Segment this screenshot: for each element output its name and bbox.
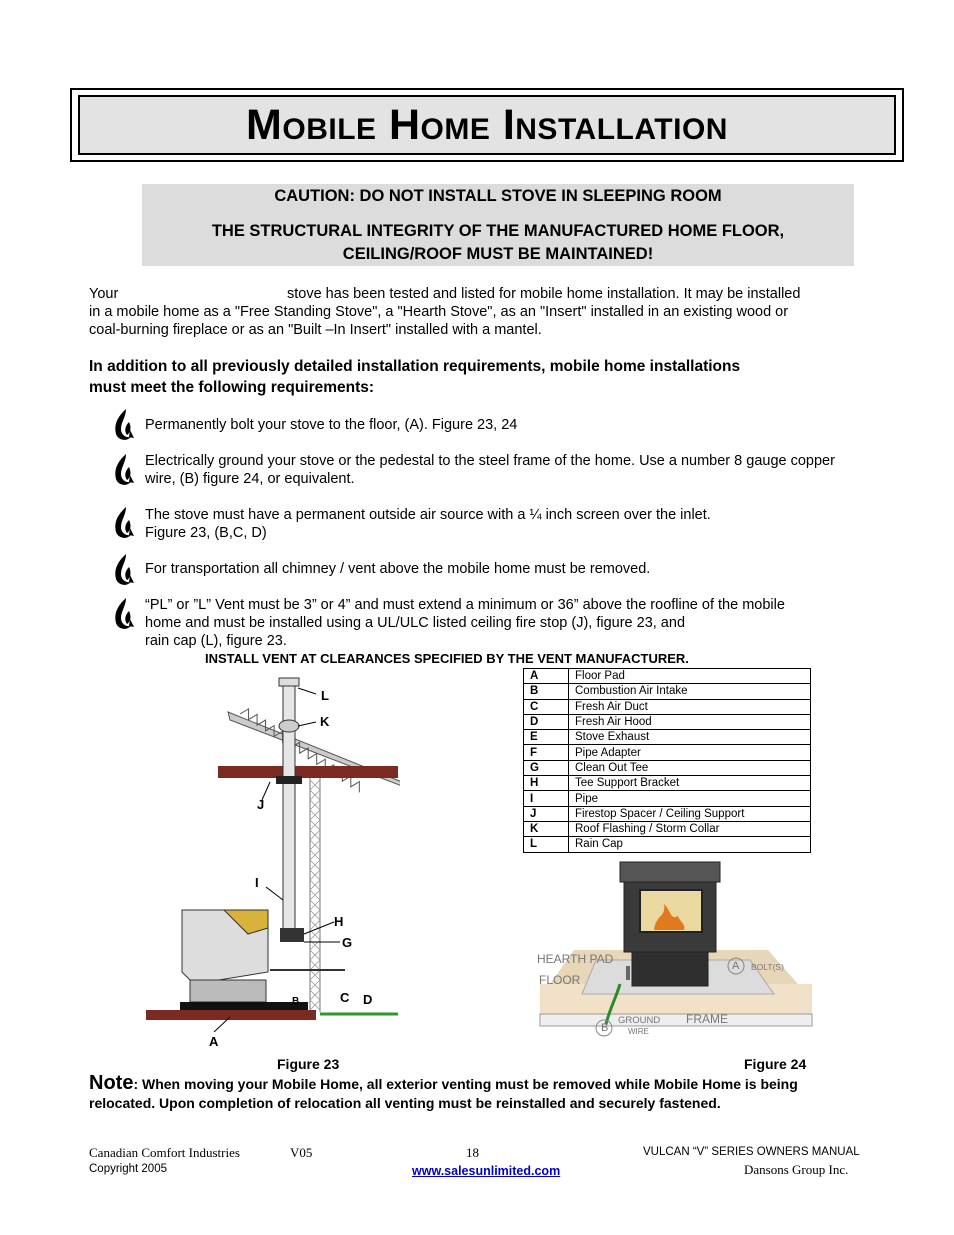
fig23-label-K: K: [320, 714, 330, 729]
fig23-label-H: H: [334, 914, 344, 929]
fig24-floor-label: FLOOR: [539, 973, 581, 987]
part-name: Floor Pad: [569, 669, 811, 684]
fig23-label-G: G: [342, 935, 353, 950]
fig24-ground-label: GROUND: [618, 1015, 661, 1026]
ceiling-firestop: [276, 776, 302, 784]
caution-line-1: CAUTION: DO NOT INSTALL STOVE IN SLEEPING ROOM: [274, 187, 722, 205]
part-key: F: [524, 745, 569, 760]
parts-table-row: [524, 821, 811, 836]
roof-beam: [218, 766, 398, 778]
bullet-4-line-1: For transportation all chimney / vent above the mobile home must be removed.: [145, 561, 651, 577]
caution-line-3: CEILING/ROOF MUST BE MAINTAINED!: [342, 245, 654, 263]
footer-group: Dansons Group Inc.: [744, 1162, 849, 1177]
part-key: K: [524, 821, 569, 836]
stove-pedestal: [190, 980, 266, 1002]
parts-table-row: [524, 745, 811, 760]
parts-table-row: [524, 669, 811, 684]
intro-word: Your: [89, 286, 119, 302]
caution-box: [142, 184, 854, 266]
parts-table-row: [524, 684, 811, 699]
page-title: Mobile Home Installation: [246, 100, 728, 149]
stove-pedestal: [632, 952, 708, 986]
bullet-5-line-3: rain cap (L), figure 23.: [145, 633, 287, 649]
bullet-3-line-1: The stove must have a permanent outside air source with a ¼ inch screen over the inlet.: [145, 507, 711, 523]
requirements-heading-2: must meet the following requirements:: [89, 379, 375, 396]
part-key: E: [524, 730, 569, 745]
parts-table-row: [524, 730, 811, 745]
caution-line-2: THE STRUCTURAL INTEGRITY OF THE MANUFACTURED HOME FLOOR,: [211, 222, 785, 240]
part-name: Firestop Spacer / Ceiling Support: [569, 806, 811, 821]
parts-table-row: [524, 776, 811, 791]
vent-notice: INSTALL VENT AT CLEARANCES SPECIFIED BY THE VENT MANUFACTURER.: [205, 651, 689, 666]
fig23-label-I: I: [255, 875, 259, 890]
footer-page-number: 18: [466, 1145, 479, 1160]
part-key: L: [524, 837, 569, 852]
intro-line-1: stove has been tested and listed for mobile home installation. It may be installed: [287, 286, 801, 302]
footer-version: V05: [290, 1145, 313, 1160]
flame-icon: [112, 408, 136, 442]
part-name: Clean Out Tee: [569, 760, 811, 775]
fig24-callout-A: A: [732, 960, 740, 972]
part-name: Roof Flashing / Storm Collar: [569, 821, 811, 836]
title-frame: [78, 95, 896, 155]
note-label: Note: [89, 1072, 134, 1094]
fig23-label-C: C: [340, 990, 350, 1005]
part-key: B: [524, 684, 569, 699]
fig23-label-B: B: [292, 996, 300, 1007]
part-name: Combustion Air Intake: [569, 684, 811, 699]
footer-manual-title: VULCAN “V” SERIES OWNERS MANUAL: [643, 1146, 860, 1158]
parts-table-row: [524, 791, 811, 806]
part-key: H: [524, 776, 569, 791]
parts-table-row: [524, 699, 811, 714]
footer-website-link[interactable]: www.salesunlimited.com: [412, 1164, 561, 1178]
bullet-2-line-1: Electrically ground your stove or the pedestal to the steel frame of the home. Use a number 8 gauge copper: [145, 453, 835, 469]
part-key: A: [524, 669, 569, 684]
fig24-bolts-label: BOLT(S): [751, 962, 784, 972]
figure-23-diagram: [140, 672, 400, 1032]
part-key: J: [524, 806, 569, 821]
fig24-callout-B: B: [601, 1022, 609, 1034]
bullet-5-line-2: home and must be installed using a UL/ULC listed ceiling fire stop (J), figure 23, and: [145, 615, 686, 631]
part-name: Pipe Adapter: [569, 745, 811, 760]
part-key: G: [524, 760, 569, 775]
clean-out-tee: [280, 928, 304, 942]
figure-24-caption: Figure 24: [744, 1056, 807, 1072]
intro-line-3: coal-burning fireplace or as an "Built –In Insert" installed with a mantel.: [89, 322, 542, 338]
part-name: Fresh Air Duct: [569, 699, 811, 714]
relocation-note: [89, 1074, 855, 1113]
storm-collar: [279, 720, 299, 732]
fig23-label-L: L: [321, 688, 329, 703]
part-name: Stove Exhaust: [569, 730, 811, 745]
bullet-1-line-1: Permanently bolt your stove to the floor, (A). Figure 23, 24: [145, 417, 518, 433]
flame-icon: [112, 597, 136, 631]
part-key: D: [524, 714, 569, 729]
parts-table-row: [524, 714, 811, 729]
part-key: I: [524, 791, 569, 806]
fig23-label-D: D: [363, 992, 373, 1007]
stove-top: [620, 862, 720, 882]
intro-line-2: in a mobile home as a "Free Standing Stove", a "Hearth Stove", as an "Insert" installed in an existing wood or: [89, 304, 789, 320]
flame-icon: [112, 506, 136, 540]
fig24-hearth-pad-label: HEARTH PAD: [537, 952, 614, 966]
part-key: C: [524, 699, 569, 714]
flame-icon: [112, 553, 136, 587]
note-text: : When moving your Mobile Home, all exterior venting must be removed while Mobile Home is being relocated. Upon completion of relocation all venting must be reinstalled and securely fastened.: [89, 1076, 798, 1111]
figure-23-caption: Figure 23: [277, 1056, 340, 1072]
parts-table-row: [524, 806, 811, 821]
bullet-2-line-2: wire, (B) figure 24, or equivalent.: [145, 471, 355, 487]
steel-frame: [540, 1014, 812, 1026]
floor-pad: [180, 1002, 308, 1010]
bullet-5-line-1: “PL” or ”L” Vent must be 3” or 4” and must extend a minimum or 36” above the roofline of the mobile: [145, 597, 785, 613]
footer-company: Canadian Comfort Industries: [89, 1145, 240, 1160]
fig23-label-A: A: [209, 1034, 219, 1049]
rain-cap: [279, 678, 299, 686]
floor: [146, 1010, 316, 1020]
part-name: Pipe: [569, 791, 811, 806]
fig24-wire-label: WIRE: [628, 1027, 649, 1036]
bolt-icon: [626, 966, 630, 980]
fig23-label-J: J: [257, 797, 265, 812]
parts-table: [523, 668, 811, 853]
part-name: Tee Support Bracket: [569, 776, 811, 791]
parts-table-row: [524, 837, 811, 852]
flame-icon: [112, 453, 136, 487]
parts-table-row: [524, 760, 811, 775]
footer-copyright: Copyright 2005: [89, 1163, 167, 1175]
part-name: Fresh Air Hood: [569, 714, 811, 729]
requirements-heading-1: In addition to all previously detailed installation requirements, mobile home installations: [89, 358, 741, 375]
figure-24-diagram: [536, 858, 814, 1040]
part-name: Rain Cap: [569, 837, 811, 852]
fig24-frame-label: FRAME: [686, 1012, 728, 1026]
bullet-3-line-2: Figure 23, (B,C, D): [145, 525, 267, 541]
